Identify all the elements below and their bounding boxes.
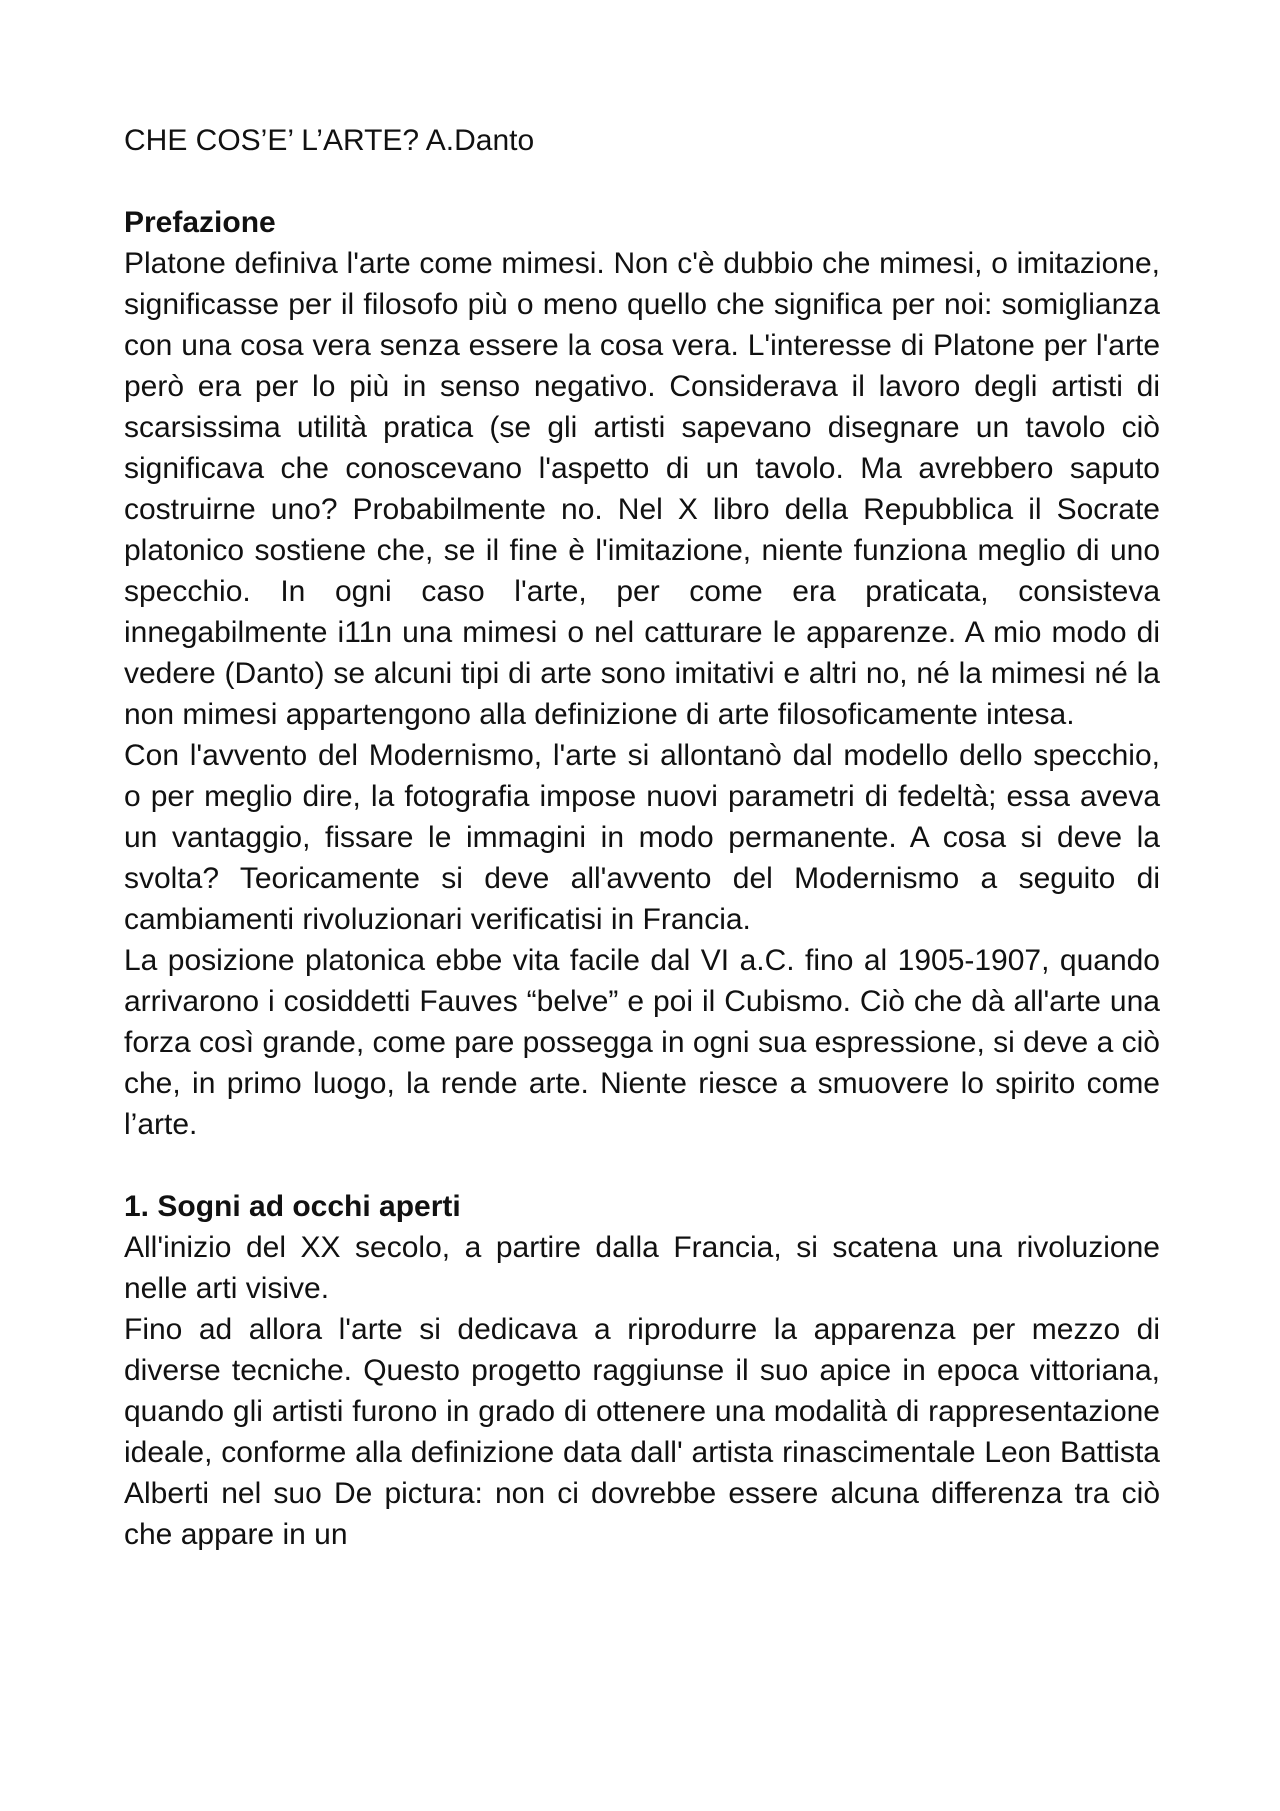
section-heading: 1. Sogni ad occhi aperti bbox=[124, 1190, 461, 1223]
document-page bbox=[124, 120, 1160, 1555]
document-title: CHE COS’E’ L’ARTE? A.Danto bbox=[124, 124, 535, 157]
section-prefazione bbox=[124, 202, 1160, 1145]
paragraph: All'inizio del XX secolo, a partire dalla Francia, si scatena una rivoluzione nelle arti visive. bbox=[124, 1231, 1160, 1305]
section-spacer bbox=[124, 1145, 1160, 1186]
section-sogni-ad-occhi-aperti bbox=[124, 1186, 1160, 1555]
section-heading: Prefazione bbox=[124, 206, 276, 239]
paragraph: La posizione platonica ebbe vita facile dal VI a.C. fino al 1905-1907, quando arrivarono i cosiddetti Fauves “belve” e poi il Cubismo. Ciò che dà all'arte una forza così grande, come pare possegga in ogni sua espressione, si deve a ciò che, in primo luogo, la rende arte. Niente riesce a smuovere lo spirito come l’arte. bbox=[124, 944, 1160, 1141]
paragraph: Con l'avvento del Modernismo, l'arte si allontanò dal modello dello specchio, o per meglio dire, la fotografia impose nuovi parametri di fedeltà; essa aveva un vantaggio, fissare le immagini in modo permanente. A cosa si deve la svolta? Teoricamente si deve all'avvento del Modernismo a seguito di cambiamenti rivoluzionari verificatisi in Francia. bbox=[124, 739, 1160, 936]
paragraph: Platone definiva l'arte come mimesi. Non c'è dubbio che mimesi, o imitazione, significasse per il filosofo più o meno quello che significa per noi: somiglianza con una cosa vera senza essere la cosa vera. L'interesse di Platone per l'arte però era per lo più in senso negativo. Considerava il lavoro degli artisti di scarsissima utilità pratica (se gli artisti sapevano disegnare un tavolo ciò significava che conoscevano l'aspetto di un tavolo. Ma avrebbero saputo costruirne uno? Probabilmente no. Nel X libro della Repubblica il Socrate platonico sostiene che, se il fine è l'imitazione, niente funziona meglio di uno specchio. In ogni caso l'arte, per come era praticata, consisteva innegabilmente i11n una mimesi o nel catturare le apparenze. A mio modo di vedere (Danto) se alcuni tipi di arte sono imitativi e altri no, né la mimesi né la non mimesi appartengono alla definizione di arte filosoficamente intesa. bbox=[124, 247, 1160, 731]
paragraph: Fino ad allora l'arte si dedicava a riprodurre la apparenza per mezzo di diverse tecniche. Questo progetto raggiunse il suo apice in epoca vittoriana, quando gli artisti furono in grado di ottenere una modalità di rappresentazione ideale, conforme alla definizione data dall' artista rinascimentale Leon Battista Alberti nel suo De pictura: non ci dovrebbe essere alcuna differenza tra ciò che appare in un bbox=[124, 1313, 1160, 1551]
